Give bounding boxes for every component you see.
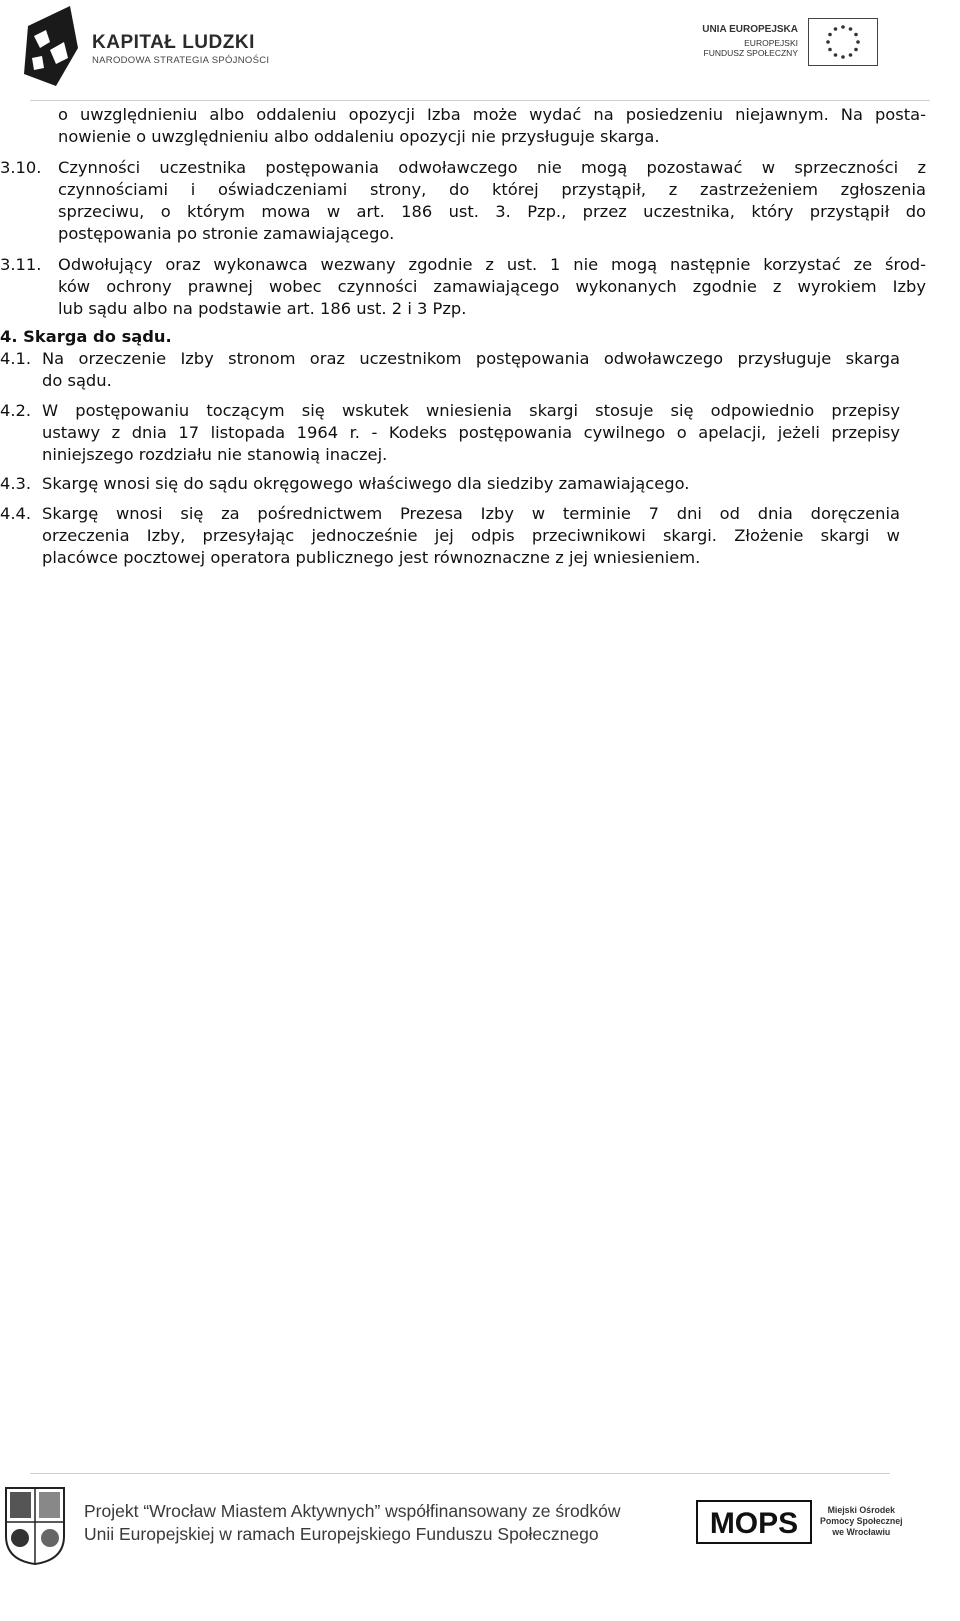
text-line: orzeczenia Izby, przesyłając jednocześnie jej odpis przeciwnikowi skargi. Złożenie skargi w xyxy=(42,526,900,545)
project-line-2: Unii Europejskiej w ramach Europejskiego Funduszu Społecznego xyxy=(84,1524,599,1544)
header-divider xyxy=(30,100,930,101)
section-number: 4.4. xyxy=(0,504,32,523)
mops-line-2: Pomocy Społecznej xyxy=(820,1516,903,1526)
mops-line-1: Miejski Ośrodek xyxy=(827,1505,896,1515)
text-line: placówce pocztowej operatora publicznego jest równoznaczne z jej wniesieniem. xyxy=(42,548,701,567)
wroclaw-crest-icon xyxy=(4,1486,66,1566)
mops-logo-text: MOPS xyxy=(709,1507,799,1540)
eu-line-2: EUROPEJSKI xyxy=(744,38,798,48)
section-number: 3.10. xyxy=(0,158,42,177)
text-line: postępowania po stronie zamawiającego. xyxy=(58,224,395,243)
eu-line-1: UNIA EUROPEJSKA xyxy=(702,24,798,35)
mops-caption xyxy=(820,1505,903,1538)
text-line: nowienie o uwzględnieniu albo oddaleniu opozycji nie przysługuje skarga. xyxy=(58,127,660,146)
text-line: ustawy z dnia 17 listopada 1964 r. - Kodeks postępowania cywilnego o apelacji, jeżeli przepisy xyxy=(42,423,900,442)
mops-logo-icon xyxy=(696,1500,812,1544)
section-number: 4.1. xyxy=(0,349,32,368)
text-line: do sądu. xyxy=(42,371,112,390)
text-line: Czynności uczestnika postępowania odwoławczego nie mogą pozostawać w sprzeczności z xyxy=(58,158,926,177)
kapital-ludzki-subtitle: NARODOWA STRATEGIA SPÓJNOŚCI xyxy=(92,55,270,66)
kapital-ludzki-title: KAPITAŁ LUDZKI xyxy=(92,32,255,53)
text-line: Odwołujący oraz wykonawca wezwany zgodnie z ust. 1 nie mogą następnie korzystać ze środ- xyxy=(58,255,926,274)
project-caption xyxy=(84,1500,621,1546)
text-line: niniejszego rozdziału nie stanowią inaczej. xyxy=(42,445,388,464)
text-line: Na orzeczenie Izby stronom oraz uczestnikom postępowania odwoławczego przysługuje skarga xyxy=(42,349,900,368)
eu-flag-icon xyxy=(808,18,878,66)
mops-line-3: we Wrocławiu xyxy=(832,1527,891,1537)
section-number: 3.11. xyxy=(0,255,42,274)
text-line: Skargę wnosi się za pośrednictwem Prezesa Izby w terminie 7 dni od dnia doręczenia xyxy=(42,504,900,523)
eu-label xyxy=(702,24,798,58)
text-line: o uwzględnieniu albo oddaleniu opozycji Izba może wydać na posiedzeniu niejawnym. Na posta- xyxy=(58,105,926,124)
footer-divider xyxy=(30,1473,890,1474)
text-line: ków ochrony prawnej wobec czynności zamawiającego wykonanych zgodnie z wyrokiem Izby xyxy=(58,277,926,296)
section-heading: 4. Skarga do sądu. xyxy=(0,327,172,346)
project-line-1: Projekt “Wrocław Miastem Aktywnych” współfinansowany ze środków xyxy=(84,1501,621,1521)
text-line: W postępowaniu toczącym się wskutek wniesienia skargi stosuje się odpowiednio przepisy xyxy=(42,401,900,420)
eu-line-3: FUNDUSZ SPOŁECZNY xyxy=(703,48,798,58)
text-line: Skargę wnosi się do sądu okręgowego właściwego dla siedziby zamawiającego. xyxy=(42,474,690,493)
text-line: lub sądu albo na podstawie art. 186 ust. 2 i 3 Pzp. xyxy=(58,299,467,318)
kapital-ludzki-logo-icon xyxy=(20,6,82,86)
section-number: 4.2. xyxy=(0,401,32,420)
text-line: czynnościami i oświadczeniami strony, do której przystąpił, z zastrzeżeniem zgłoszenia xyxy=(58,180,926,199)
section-number: 4.3. xyxy=(0,474,32,493)
page-header xyxy=(0,0,960,100)
text-line: sprzeciwu, o którym mowa w art. 186 ust. 3. Pzp., przez uczestnika, który przystąpił do xyxy=(58,202,926,221)
